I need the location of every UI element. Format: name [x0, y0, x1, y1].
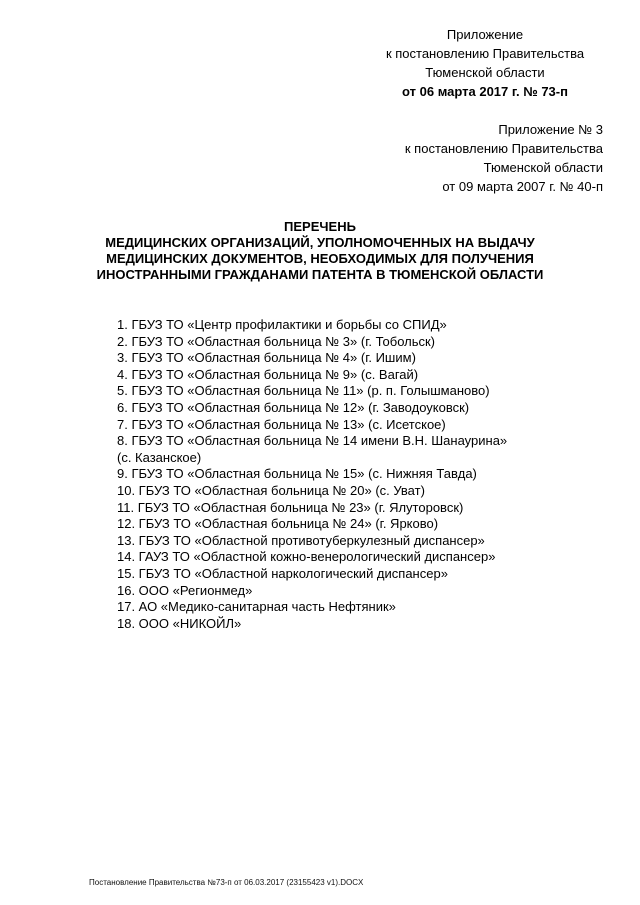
list-item: 7. ГБУЗ ТО «Областная больница № 13» (с. Исетское): [117, 416, 446, 432]
title-line-3: МЕДИЦИНСКИХ ДОКУМЕНТОВ, НЕОБХОДИМЫХ ДЛЯ ПОЛУЧЕНИЯ: [106, 251, 534, 266]
document-footer: Постановление Правительства №73-п от 06.03.2017 (23155423 v1).DOCX: [89, 878, 364, 887]
list-item: 12. ГБУЗ ТО «Областная больница № 24» (г. Ярково): [117, 516, 439, 532]
list-item: 18. ООО «НИКОЙЛ»: [117, 615, 242, 631]
list-item: 17. АО «Медико-санитарная часть Нефтяник»: [117, 599, 396, 615]
organizations-list: [117, 317, 587, 632]
appendix3-date-number: от 09 марта 2007 г. № 40-п: [442, 179, 603, 194]
title-line-4: ИНОСТРАННЫМИ ГРАЖДАНАМИ ПАТЕНТА В ТЮМЕНСКОЙ ОБЛАСТИ: [96, 267, 544, 282]
list-item: 11. ГБУЗ ТО «Областная больница № 23» (г. Ялуторовск): [117, 499, 464, 515]
list-item: 8. ГБУЗ ТО «Областная больница № 14 имени В.Н. Шанаурина»: [117, 433, 508, 449]
list-item-continuation: (с. Казанское): [117, 449, 202, 465]
appendix3-label: Приложение № 3: [498, 122, 603, 137]
appendix3-region: Тюменской области: [483, 160, 603, 175]
appendix-resolution-ref: к постановлению Правительства: [385, 46, 585, 61]
list-item: 5. ГБУЗ ТО «Областная больница № 11» (р. п. Голышманово): [117, 383, 490, 399]
list-item: 15. ГБУЗ ТО «Областной наркологический диспансер»: [117, 565, 448, 581]
title-line-2: МЕДИЦИНСКИХ ОРГАНИЗАЦИЙ, УПОЛНОМОЧЕННЫХ НА ВЫДАЧУ: [105, 235, 535, 250]
list-item: 10. ГБУЗ ТО «Областная больница № 20» (с. Уват): [117, 482, 425, 498]
list-item: 6. ГБУЗ ТО «Областная больница № 12» (г. Заводоуковск): [117, 399, 470, 415]
list-item: 14. ГАУЗ ТО «Областной кожно-венерологический диспансер»: [117, 549, 496, 565]
appendix-label: Приложение: [446, 27, 524, 42]
appendix-header-original: [360, 120, 603, 196]
title-line-1: ПЕРЕЧЕНЬ: [284, 219, 356, 234]
list-item: 9. ГБУЗ ТО «Областная больница № 15» (с. Нижняя Тавда): [117, 466, 477, 482]
appendix-date-number: от 06 марта 2017 г. № 73-п: [402, 84, 568, 99]
appendix3-resolution-ref: к постановлению Правительства: [404, 141, 603, 156]
document-title: [60, 219, 580, 283]
list-item: 16. ООО «Регионмед»: [117, 582, 253, 598]
list-item: 1. ГБУЗ ТО «Центр профилактики и борьбы со СПИД»: [117, 317, 447, 332]
appendix-header-current: [360, 25, 610, 101]
appendix-region: Тюменской области: [425, 65, 545, 80]
list-item: 13. ГБУЗ ТО «Областной противотуберкулезный диспансер»: [117, 532, 485, 548]
list-item: 2. ГБУЗ ТО «Областная больница № 3» (г. Тобольск): [117, 333, 436, 349]
list-item: 3. ГБУЗ ТО «Областная больница № 4» (г. Ишим): [117, 350, 416, 366]
list-item: 4. ГБУЗ ТО «Областная больница № 9» (с. Вагай): [117, 366, 419, 382]
